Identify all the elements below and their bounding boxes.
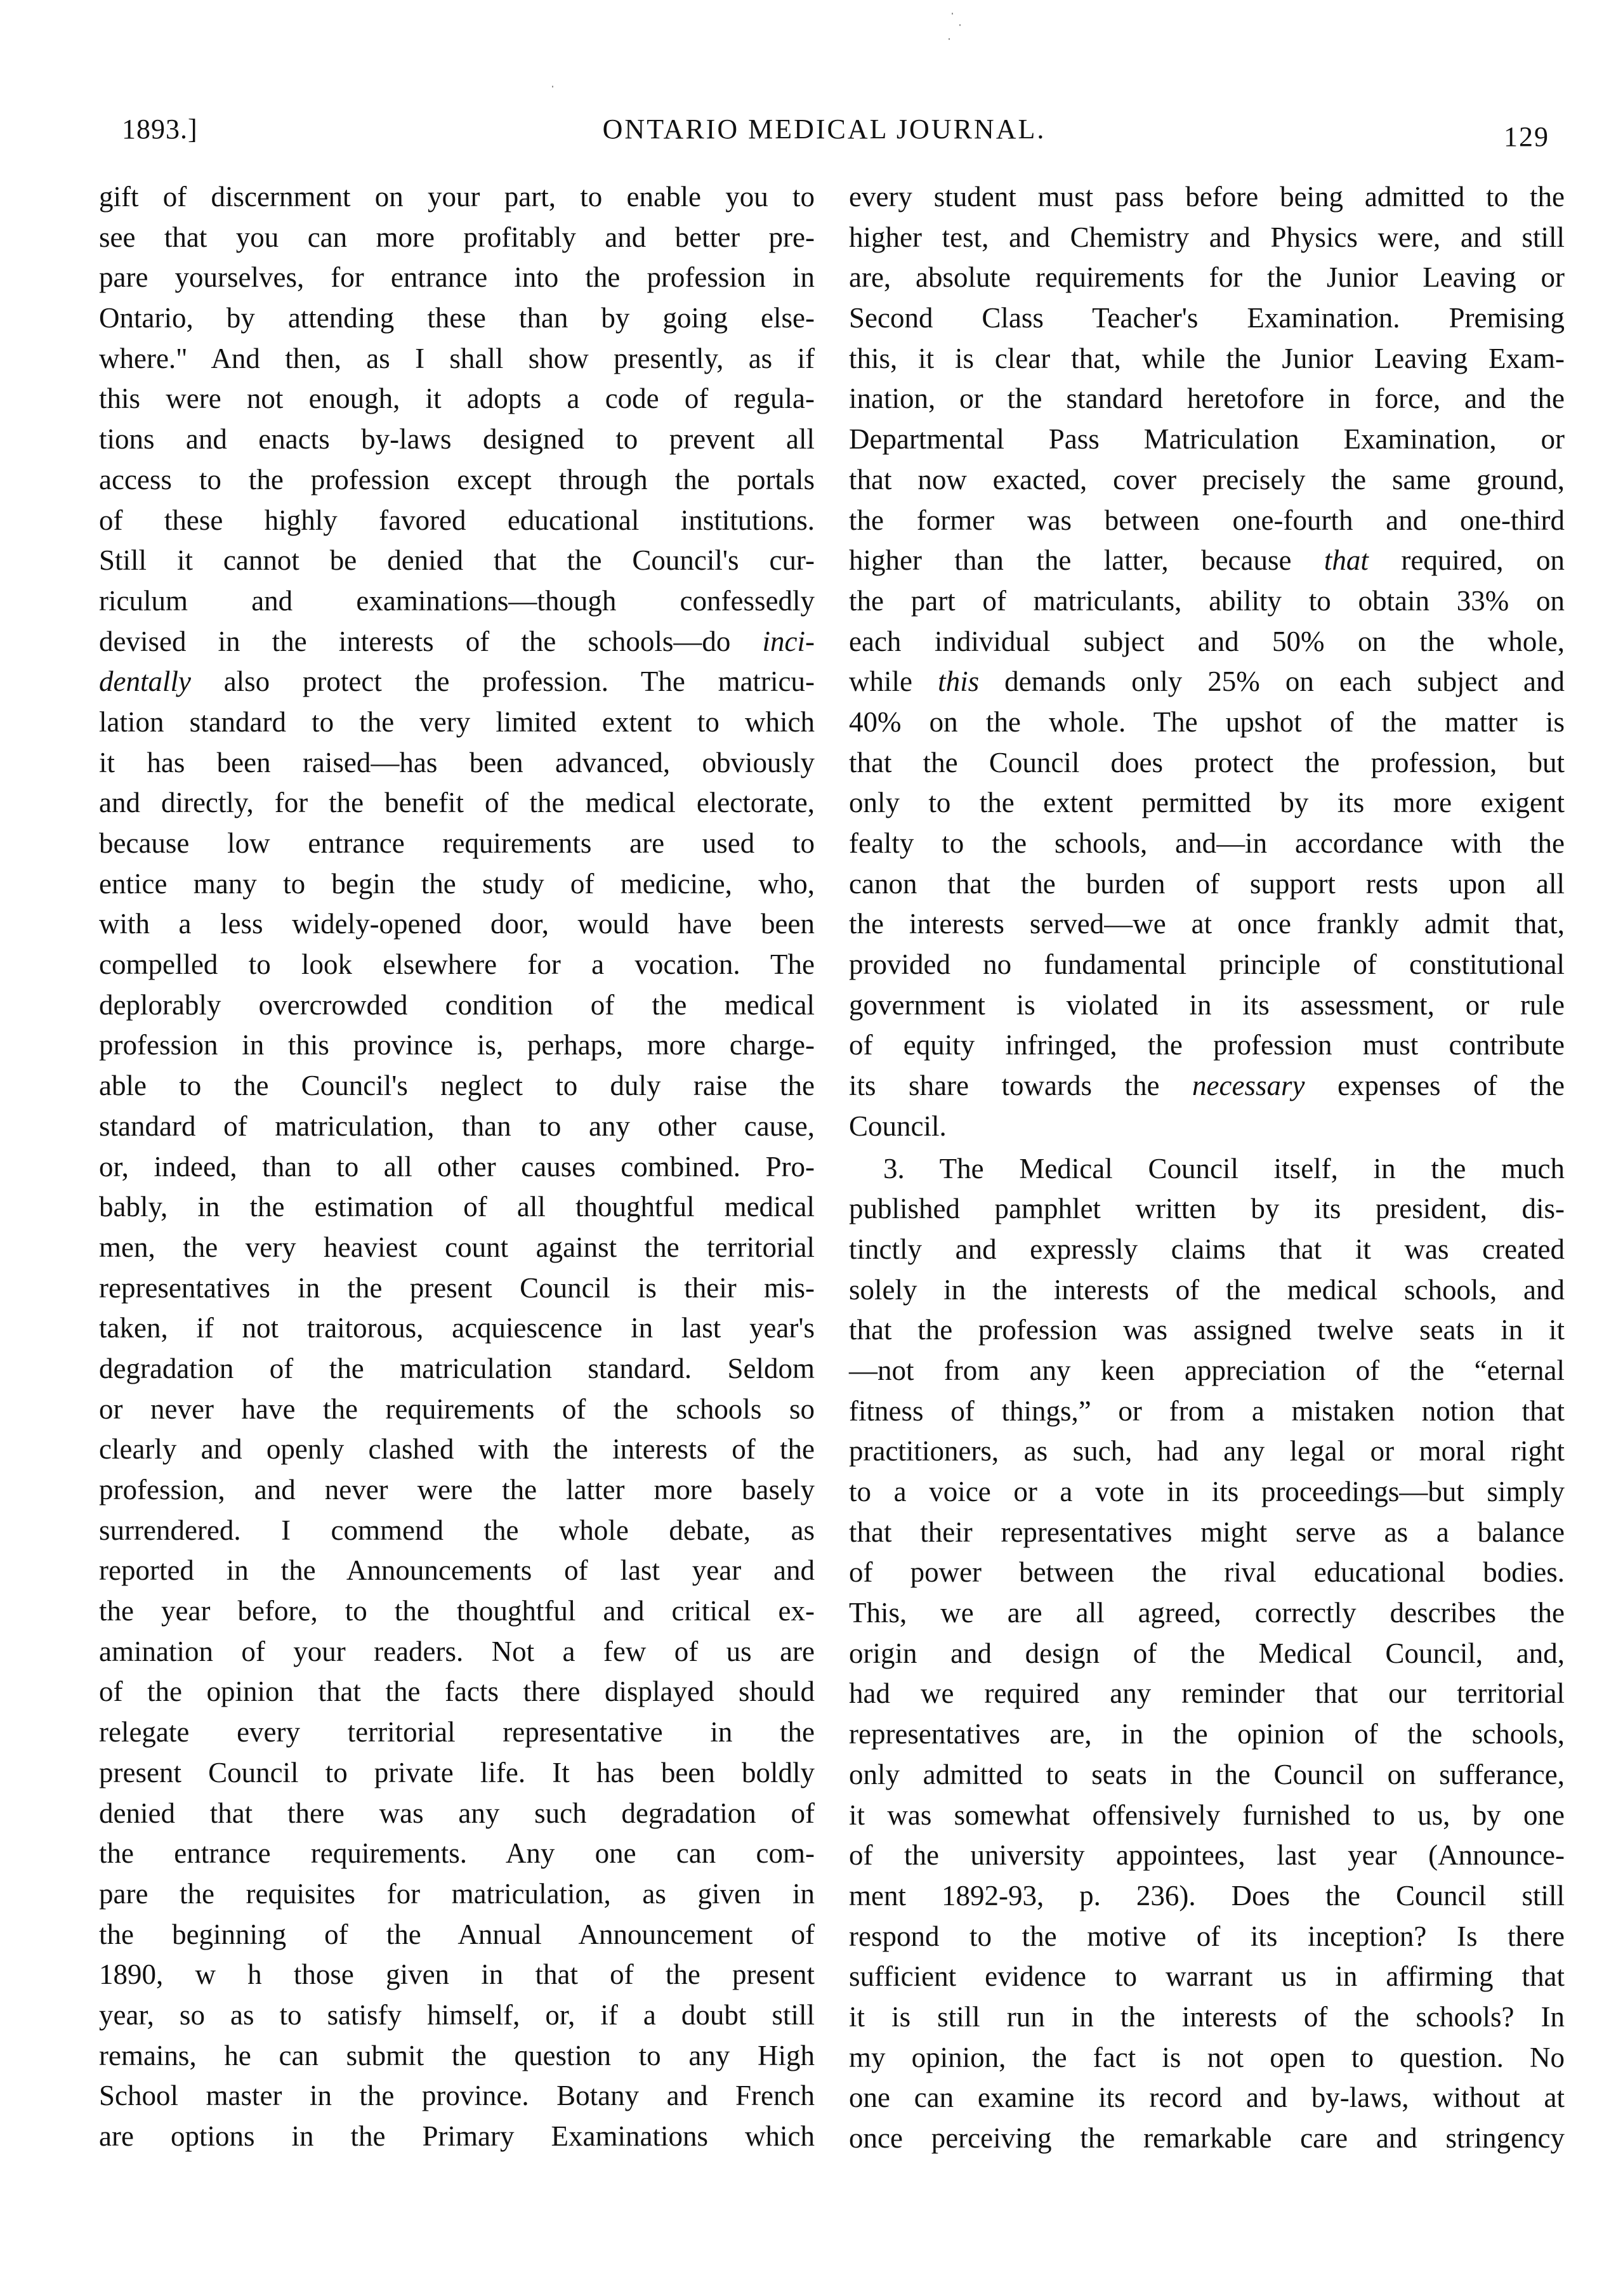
text-line: it was somewhat offensively furnished to us, by one [849,1799,1565,1831]
text-line: able to the Council's neglect to duly raise the [99,1070,815,1102]
scan-speck [949,38,950,40]
text-line: it has been raised—has been advanced, obviously [99,746,815,778]
emphasis-text: inci- [762,625,815,657]
text-line: that the profession was assigned twelve seats in it [849,1314,1565,1346]
text-line: only admitted to seats in the Council on sufferance, [849,1758,1565,1790]
text-line: to a voice or a vote in its proceedings—but simply [849,1476,1565,1507]
text-line: profession, and never were the latter more basely [99,1474,815,1506]
text-line: Ontario, by attending these than by going else- [99,302,815,334]
text-line: see that you can more profitably and better pre- [99,221,815,253]
text-line: reported in the Announcements of last year and [99,1554,815,1587]
text-column-left [99,177,815,2157]
text-line: it is still run in the interests of the schools? In [849,2000,1565,2033]
text-line: practitioners, as such, had any legal or moral right [849,1435,1565,1467]
scan-speck [552,86,553,88]
text-line: once perceiving the remarkable care and stringency [849,2122,1565,2154]
text-line: this were not enough, it adopts a code of regula- [99,383,815,415]
text-line: sufficient evidence to warrant us in affirming that [849,1960,1565,1993]
text-line: of the opinion that the facts there displayed should [99,1676,815,1708]
text-line: of these highly favored educational institutions. [99,504,815,536]
text-line: respond to the motive of its inception? Is there [849,1920,1565,1952]
emphasis-text: this [938,666,980,698]
text-line: devised in the interests of the schools—do inci- [99,625,815,657]
text-line: year, so as to satisfy himself, or, if a doubt still [99,1998,815,2031]
text-line: the beginning of the Annual Announcement of [99,1918,815,1950]
text-line: tions and enacts by-laws designed to prevent all [99,423,815,456]
text-line: the entrance requirements. Any one can com- [99,1837,815,1870]
text-line: standard of matriculation, than to any other cause, [99,1110,815,1142]
text-line: gift of discernment on your part, to enable you to [99,181,815,213]
text-line: profession in this province is, perhaps, more charge- [99,1029,815,1061]
emphasis-text: necessary [1192,1070,1305,1102]
text-line: one can examine its record and by-laws, without at [849,2082,1565,2114]
text-line: pare the requisites for matriculation, as given in [99,1877,815,1910]
page-number: 129 [1504,121,1549,152]
text-line: pare yourselves, for entrance into the profession in [99,261,815,294]
text-line: taken, if not traitorous, acquiescence in last year's [99,1312,815,1344]
text-line: published pamphlet written by its president, dis- [849,1193,1565,1225]
text-line: present Council to private life. It has been boldly [99,1756,815,1788]
text-line: representatives are, in the opinion of the schools, [849,1718,1565,1750]
running-head-year: 1893.] [122,114,198,145]
text-line: only to the extent permitted by its more exigent [849,787,1565,819]
text-line: —not from any keen appreciation of the “eternal [849,1354,1565,1386]
text-line: degradation of the matriculation standard. Seldom [99,1352,815,1384]
text-line: its share towards the necessary expenses of the [849,1070,1565,1102]
text-line: that the Council does protect the profession, but [849,746,1565,778]
text-line: my opinion, the fact is not open to question. No [849,2041,1565,2073]
text-line: 40% on the whole. The upshot of the matter is [849,705,1565,738]
text-line: each individual subject and 50% on the whole, [849,625,1565,657]
text-line: Council. [849,1110,947,1142]
text-line: that their representatives might serve as a balance [849,1516,1565,1548]
text-line: surrendered. I commend the whole debate, as [99,1514,815,1546]
text-line: 1890, w h those given in that of the present [99,1958,815,1991]
text-line: or never have the requirements of the schools so [99,1393,815,1425]
text-line: solely in the interests of the medical schools, and [849,1273,1565,1306]
text-line: Departmental Pass Matriculation Examination, or [849,423,1565,456]
text-line: because low entrance requirements are used to [99,827,815,859]
text-line: representatives in the present Council is their mis- [99,1271,815,1304]
text-line: Second Class Teacher's Examination. Premising [849,302,1565,334]
text-line: higher test, and Chemistry and Physics were, and still [849,221,1565,253]
text-line: this, it is clear that, while the Junior Leaving Exam- [849,342,1565,374]
text-line: provided no fundamental principle of constitutional [849,948,1565,981]
text-line: the interests served—we at once frankly admit that, [849,908,1565,940]
text-line: 3. The Medical Council itself, in the much [883,1152,1565,1184]
text-line: compelled to look elsewhere for a vocation. The [99,948,815,981]
journal-title: ONTARIO MEDICAL JOURNAL. [602,114,1046,145]
text-line: relegate every territorial representative in the [99,1716,815,1748]
text-line: are options in the Primary Examinations which [99,2120,815,2152]
text-line: access to the profession except through the portals [99,463,815,495]
text-line: riculum and examinations—though confessedly [99,584,815,617]
text-line: origin and design of the Medical Council, and, [849,1637,1565,1669]
text-line: Still it cannot be denied that the Council's cur- [99,544,815,577]
text-line: fealty to the schools, and—in accordance with the [849,827,1565,859]
text-line: are, absolute requirements for the Junior Leaving or [849,261,1565,294]
text-line: of power between the rival educational bodies. [849,1556,1565,1589]
text-line: tinctly and expressly claims that it was created [849,1233,1565,1265]
text-line: fitness of things,” or from a mistaken notion that [849,1394,1565,1427]
emphasis-text: that [1324,544,1369,577]
text-line: while this demands only 25% on each subject and [849,666,1565,698]
text-line: remains, he can submit the question to any High [99,2039,815,2071]
text-line: clearly and openly clashed with the interests of the [99,1433,815,1466]
running-head [0,113,1623,151]
text-column-right [849,177,1565,2159]
text-line: amination of your readers. Not a few of us are [99,1635,815,1667]
text-line: ination, or the standard heretofore in force, and the [849,383,1565,415]
text-line: lation standard to the very limited extent to which [99,705,815,738]
text-line: government is violated in its assessment, or rule [849,988,1565,1021]
text-line: the year before, to the thoughtful and critical ex- [99,1595,815,1627]
text-line: dentally also protect the profession. The matricu- [99,666,815,698]
text-line: the former was between one-fourth and one-third [849,504,1565,536]
text-line: or, indeed, than to all other causes combined. Pro- [99,1150,815,1183]
scan-speck [952,13,953,15]
text-line: higher than the latter, because that required, on [849,544,1565,577]
text-line: of equity infringed, the profession must contribute [849,1029,1565,1061]
text-line: had we required any reminder that our territorial [849,1677,1565,1710]
text-line: bably, in the estimation of all thoughtful medical [99,1191,815,1223]
text-line: canon that the burden of support rests upon all [849,867,1565,900]
text-line: that now exacted, cover precisely the same ground, [849,463,1565,495]
text-line: School master in the province. Botany and French [99,2080,815,2112]
emphasis-text: dentally [99,666,191,698]
text-line: every student must pass before being admitted to the [849,181,1565,213]
text-line: men, the very heaviest count against the territorial [99,1231,815,1263]
text-line: deplorably overcrowded condition of the medical [99,988,815,1021]
text-line: of the university appointees, last year (Announce- [849,1839,1565,1872]
text-line: where." And then, as I shall show presently, as if [99,342,815,374]
text-line: ment 1892-93, p. 236). Does the Council still [849,1879,1565,1912]
text-line: the part of matriculants, ability to obtain 33% on [849,584,1565,617]
scan-speck [959,24,961,26]
text-line: entice many to begin the study of medicine, who, [99,867,815,900]
text-line: denied that there was any such degradation of [99,1797,815,1829]
text-line: with a less widely-opened door, would have been [99,908,815,940]
text-line: and directly, for the benefit of the medical electorate, [99,787,815,819]
text-line: This, we are all agreed, correctly describes the [849,1597,1565,1629]
